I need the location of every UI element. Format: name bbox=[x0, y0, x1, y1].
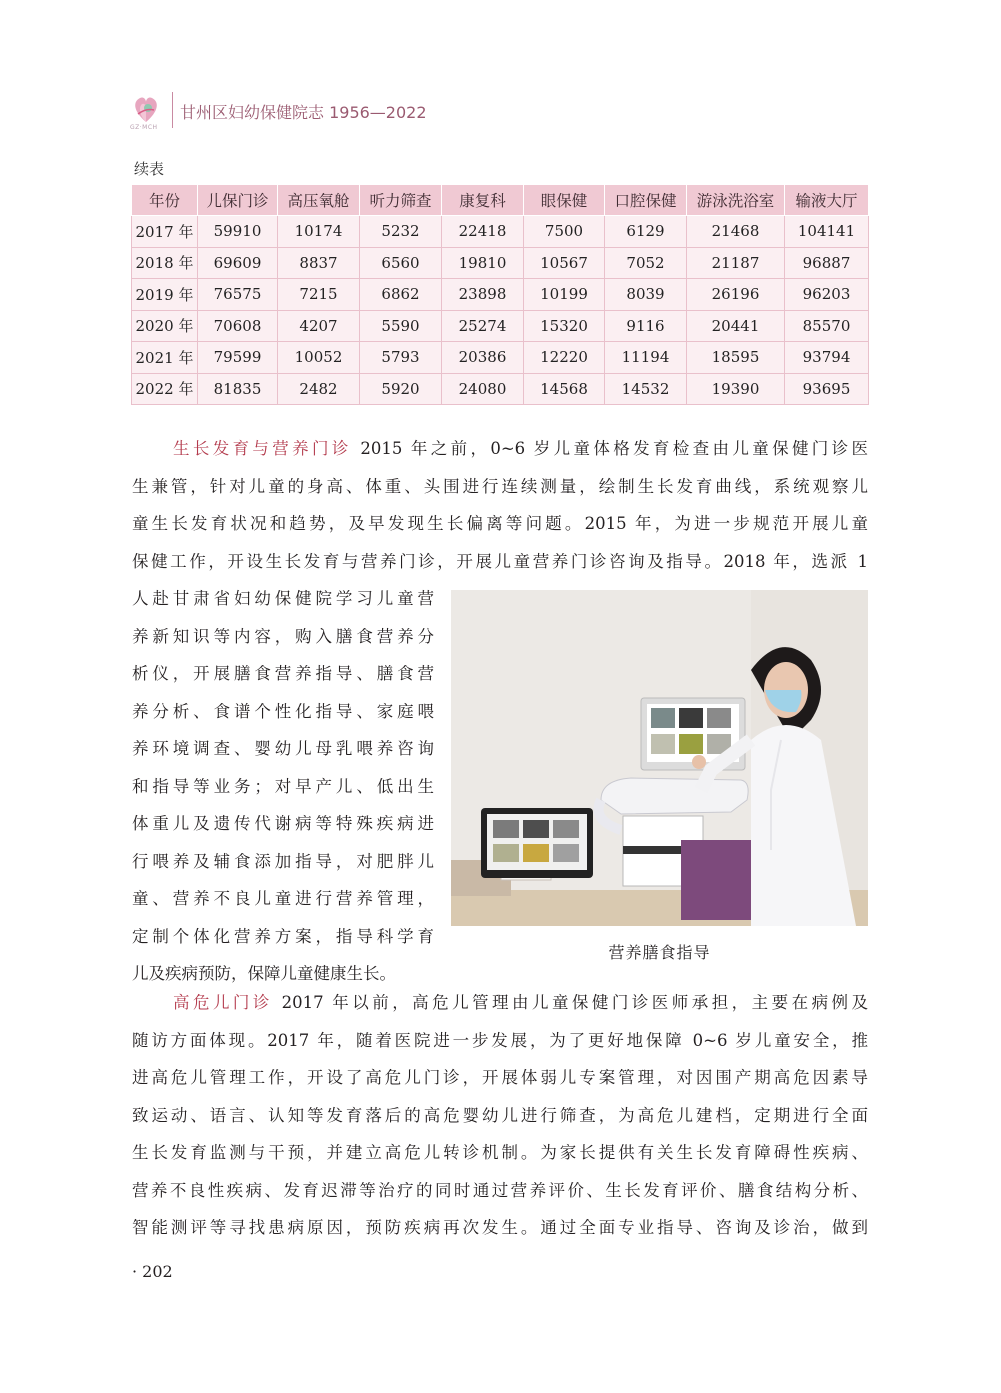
paragraph-line: 养新知识等内容，购入膳食营养分 bbox=[132, 626, 434, 646]
table-cell: 2021 年 bbox=[132, 342, 198, 374]
table-cell: 2017 年 bbox=[132, 216, 198, 248]
paragraph-line: 生长发育与营养门诊 2015 年之前，0~6 岁儿童体格发育检查由儿童保健门诊医 bbox=[173, 439, 869, 458]
table-cell: 25274 bbox=[442, 310, 524, 342]
photo-caption: 营养膳食指导 bbox=[608, 943, 711, 962]
table-cell: 6560 bbox=[360, 247, 442, 279]
table-cell: 14532 bbox=[605, 373, 687, 405]
table-cell: 70608 bbox=[198, 310, 278, 342]
page-number: · 202 bbox=[132, 1262, 173, 1281]
column-header-oral: 口腔保健 bbox=[605, 185, 687, 216]
table-cell: 10567 bbox=[524, 247, 605, 279]
table-cell: 96887 bbox=[785, 247, 869, 279]
table-cell: 20441 bbox=[687, 310, 785, 342]
paragraph-line: 致运动、语言、认知等发育落后的高危婴幼儿进行筛查，为高危儿建档，定期进行全面 bbox=[132, 1105, 868, 1125]
table-cell: 5793 bbox=[360, 342, 442, 374]
table-cell: 69609 bbox=[198, 247, 278, 279]
column-header-infusion: 输液大厅 bbox=[785, 185, 869, 216]
table-cell: 9116 bbox=[605, 310, 687, 342]
table-cell: 5590 bbox=[360, 310, 442, 342]
paragraph-line: 行喂养及辅食添加指导，对肥胖儿 bbox=[132, 851, 434, 871]
paragraph-line: 和指导等业务；对早产儿、低出生 bbox=[132, 776, 434, 796]
table-cell: 26196 bbox=[687, 279, 785, 311]
paragraph-line: 生兼管，针对儿童的身高、体重、头围进行连续测量，绘制生长发育曲线，系统观察儿 bbox=[132, 476, 868, 496]
paragraph-line: 童生长发育状况和趋势，及早发现生长偏离等问题。2015 年，为进一步规范开展儿童 bbox=[132, 514, 868, 533]
table-cell: 10199 bbox=[524, 279, 605, 311]
table-cell: 15320 bbox=[524, 310, 605, 342]
table-row bbox=[132, 310, 869, 342]
table-cell: 10174 bbox=[278, 216, 360, 248]
section-heading: 高危儿门诊 bbox=[173, 993, 273, 1012]
paragraph-line: 析仪，开展膳食营养指导、膳食营 bbox=[132, 664, 434, 683]
table-continued-label: 续表 bbox=[134, 160, 165, 178]
table-cell: 96203 bbox=[785, 279, 869, 311]
table-cell: 22418 bbox=[442, 216, 524, 248]
photo-illustration bbox=[451, 590, 868, 926]
header-title: 甘州区妇幼保健院志 1956—2022 bbox=[180, 103, 427, 122]
table-cell: 4207 bbox=[278, 310, 360, 342]
paragraph-line: 体重儿及遗传代谢病等特殊疾病进 bbox=[132, 814, 434, 833]
section-heading: 生长发育与营养门诊 bbox=[173, 439, 352, 458]
paragraph-line: 智能测评等寻找患病原因，预防疾病再次发生。通过全面专业指导、咨询及诊治，做到 bbox=[132, 1218, 868, 1237]
paragraph-line: 高危儿门诊 2017 年以前，高危儿管理由儿童保健门诊医师承担，主要在病例及 bbox=[173, 993, 869, 1012]
table-cell: 76575 bbox=[198, 279, 278, 311]
logo-text: GZ·MCH bbox=[130, 124, 158, 131]
table-cell: 79599 bbox=[198, 342, 278, 374]
table-cell: 5232 bbox=[360, 216, 442, 248]
paragraph-line: 生长发育监测与干预，并建立高危儿转诊机制。为家长提供有关生长发育障碍性疾病、 bbox=[132, 1143, 868, 1162]
table-cell: 93695 bbox=[785, 373, 869, 405]
table-cell: 24080 bbox=[442, 373, 524, 405]
paragraph-line: 进高危儿管理工作，开设了高危儿门诊，开展体弱儿专案管理，对因围产期高危因素导 bbox=[132, 1068, 868, 1087]
column-header-child-clinic: 儿保门诊 bbox=[198, 185, 278, 216]
table-cell: 19390 bbox=[687, 373, 785, 405]
paragraph-line: 人赴甘肃省妇幼保健院学习儿童营 bbox=[132, 589, 434, 608]
table-cell: 2022 年 bbox=[132, 373, 198, 405]
table-row bbox=[132, 279, 869, 311]
table-cell: 7215 bbox=[278, 279, 360, 311]
header-divider bbox=[172, 92, 173, 128]
paragraph-line: 保健工作，开设生长发育与营养门诊，开展儿童营养门诊咨询及指导。2018 年，选派 1 bbox=[132, 551, 868, 571]
table-cell: 81835 bbox=[198, 373, 278, 405]
table-cell: 12220 bbox=[524, 342, 605, 374]
table-cell: 18595 bbox=[687, 342, 785, 374]
table-cell: 7052 bbox=[605, 247, 687, 279]
column-header-hyperbaric: 高压氧舱 bbox=[278, 185, 360, 216]
table-header-row bbox=[132, 185, 869, 216]
column-header-eye: 眼保健 bbox=[524, 185, 605, 216]
table-cell: 2020 年 bbox=[132, 310, 198, 342]
table-cell: 6129 bbox=[605, 216, 687, 248]
table-cell: 21187 bbox=[687, 247, 785, 279]
table-cell: 6862 bbox=[360, 279, 442, 311]
table-cell: 2482 bbox=[278, 373, 360, 405]
table-cell: 59910 bbox=[198, 216, 278, 248]
paragraph-line: 童、营养不良儿童进行营养管理， bbox=[132, 889, 434, 908]
table-cell: 20386 bbox=[442, 342, 524, 374]
table-cell: 21468 bbox=[687, 216, 785, 248]
paragraph-line: 儿及疾病预防，保障儿童健康生长。 bbox=[132, 964, 396, 983]
paragraph-line: 养环境调查、婴幼儿母乳喂养咨询 bbox=[132, 739, 434, 758]
running-header bbox=[128, 88, 528, 134]
table-cell: 19810 bbox=[442, 247, 524, 279]
statistics-table bbox=[131, 184, 869, 405]
paragraph-line: 营养不良性疾病、发育迟滞等治疗的同时通过营养评价、生长发育评价、膳食结构分析、 bbox=[132, 1180, 868, 1200]
table-cell: 23898 bbox=[442, 279, 524, 311]
table-cell: 7500 bbox=[524, 216, 605, 248]
section-growth-nutrition-wrap bbox=[132, 580, 434, 993]
table-cell: 104141 bbox=[785, 216, 869, 248]
table-cell: 85570 bbox=[785, 310, 869, 342]
table-row bbox=[132, 247, 869, 279]
table-cell: 5920 bbox=[360, 373, 442, 405]
table-row bbox=[132, 216, 869, 248]
table-cell: 93794 bbox=[785, 342, 869, 374]
table-row bbox=[132, 373, 869, 405]
table-cell: 8039 bbox=[605, 279, 687, 311]
section-growth-nutrition bbox=[132, 430, 868, 580]
table-cell: 14568 bbox=[524, 373, 605, 405]
table-cell: 2019 年 bbox=[132, 279, 198, 311]
section-high-risk-infant bbox=[132, 984, 868, 1247]
table-cell: 11194 bbox=[605, 342, 687, 374]
paragraph-line: 定制个体化营养方案，指导科学育 bbox=[132, 926, 434, 946]
table-cell: 8837 bbox=[278, 247, 360, 279]
nutrition-guidance-photo bbox=[451, 590, 868, 926]
table-row bbox=[132, 342, 869, 374]
paragraph-line: 随访方面体现。2017 年，随着医院进一步发展，为了更好地保障 0~6 岁儿童安全，推 bbox=[132, 1030, 868, 1050]
column-header-swimming: 游泳洗浴室 bbox=[687, 185, 785, 216]
table-cell: 10052 bbox=[278, 342, 360, 374]
column-header-year: 年份 bbox=[132, 185, 198, 216]
paragraph-line: 养分析、食谱个性化指导、家庭喂 bbox=[132, 701, 434, 721]
column-header-hearing: 听力筛查 bbox=[360, 185, 442, 216]
table-cell: 2018 年 bbox=[132, 247, 198, 279]
column-header-rehab: 康复科 bbox=[442, 185, 524, 216]
